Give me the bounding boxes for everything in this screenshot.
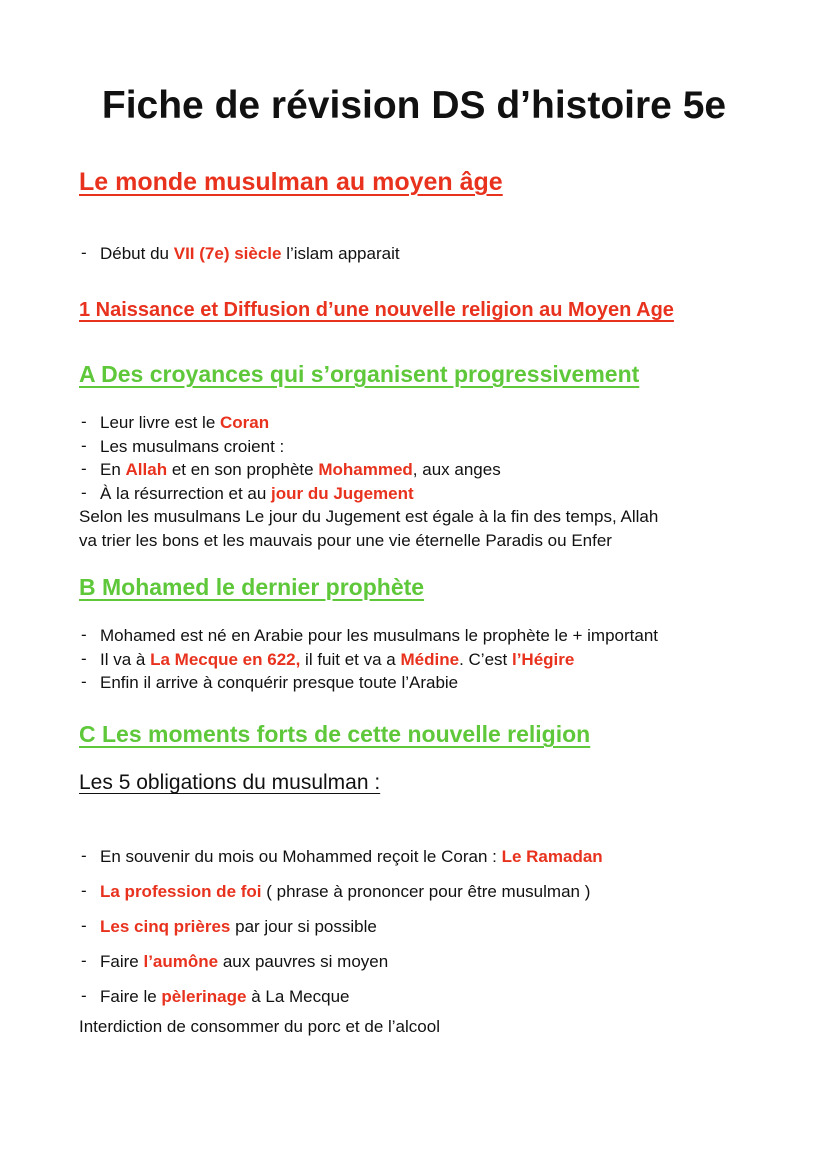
- obligations-list: [79, 839, 603, 1014]
- section-a-paragraph: [79, 505, 658, 552]
- text-segment: et en son prophète: [167, 460, 319, 479]
- bullet-item: [79, 944, 603, 979]
- bullet-item: [79, 458, 501, 482]
- bullet-item: [79, 624, 658, 648]
- bullet-item: [79, 648, 658, 672]
- highlighted-term: Médine: [400, 649, 460, 669]
- main-heading: Le monde musulman au moyen âge: [79, 168, 503, 196]
- highlighted-term: pèlerinage: [161, 987, 247, 1006]
- text-segment: par jour si possible: [230, 917, 377, 936]
- highlighted-term: VII (7e) siècle: [173, 244, 282, 263]
- text-segment: il fuit et va a: [300, 649, 401, 669]
- bullet-item: [79, 909, 603, 944]
- bullet-item: [79, 671, 658, 695]
- text-segment: Mohamed est né en Arabie pour les musulmans le prophète le + important: [100, 626, 659, 645]
- text-segment: En souvenir du mois ou Mohammed reçoit le Coran :: [100, 847, 502, 866]
- highlighted-term: Les cinq prières: [100, 917, 231, 936]
- text-segment: Leur livre est le: [100, 413, 220, 432]
- text-segment: ( phrase à prononcer pour être musulman ): [261, 882, 591, 901]
- prohibition-note: Interdiction de consommer du porc et de l’alcool: [79, 1017, 440, 1036]
- obligations-subheading: Les 5 obligations du musulman :: [79, 771, 381, 794]
- highlighted-term: Mohammed: [318, 460, 413, 479]
- text-segment: Il va à: [100, 649, 151, 669]
- text-segment: Les musulmans croient :: [100, 436, 285, 456]
- highlighted-term: Le Ramadan: [501, 847, 603, 866]
- highlighted-term: jour du Jugement: [271, 483, 414, 503]
- text-segment: Début du: [100, 244, 174, 263]
- bullet-item: [79, 242, 400, 266]
- section-c-heading: C Les moments forts de cette nouvelle religion: [79, 721, 591, 747]
- text-segment: l’islam apparait: [281, 244, 400, 263]
- highlighted-term: l’aumône: [143, 952, 219, 971]
- bullet-item: [79, 435, 501, 459]
- paragraph-line: va trier les bons et les mauvais pour une vie éternelle Paradis ou Enfer: [79, 530, 612, 550]
- section-b-heading: B Mohamed le dernier prophète: [79, 574, 425, 600]
- text-segment: , aux anges: [412, 460, 501, 479]
- section-a-heading: A Des croyances qui s’organisent progressivement: [79, 361, 640, 387]
- text-segment: . C’est: [459, 649, 512, 669]
- paragraph-line: Selon les musulmans Le jour du Jugement est égale à la fin des temps, Allah: [79, 507, 659, 526]
- intro-list: [79, 242, 400, 266]
- bullet-item: [79, 411, 501, 435]
- bullet-item: [79, 874, 603, 909]
- text-segment: En: [100, 460, 126, 479]
- bullet-item: [79, 482, 501, 506]
- highlighted-term: l’Hégire: [511, 649, 575, 669]
- highlighted-term: Coran: [220, 413, 270, 432]
- text-segment: Faire: [100, 952, 144, 971]
- bullet-item: [79, 979, 603, 1014]
- highlighted-term: Allah: [125, 460, 168, 479]
- bullet-item: [79, 839, 603, 874]
- highlighted-term: La Mecque en 622,: [150, 649, 301, 669]
- document-title: Fiche de révision DS d’histoire 5e: [101, 84, 727, 127]
- text-segment: à La Mecque: [246, 987, 350, 1006]
- section-1-heading: 1 Naissance et Diffusion d’une nouvelle religion au Moyen Age: [79, 299, 674, 321]
- text-segment: À la résurrection et au: [100, 483, 272, 503]
- section-a-list: [79, 411, 501, 505]
- section-b-list: [79, 624, 658, 695]
- text-segment: aux pauvres si moyen: [218, 952, 389, 971]
- highlighted-term: La profession de foi: [100, 882, 262, 901]
- text-segment: Enfin il arrive à conquérir presque toute l’Arabie: [100, 673, 459, 692]
- text-segment: Faire le: [100, 987, 162, 1006]
